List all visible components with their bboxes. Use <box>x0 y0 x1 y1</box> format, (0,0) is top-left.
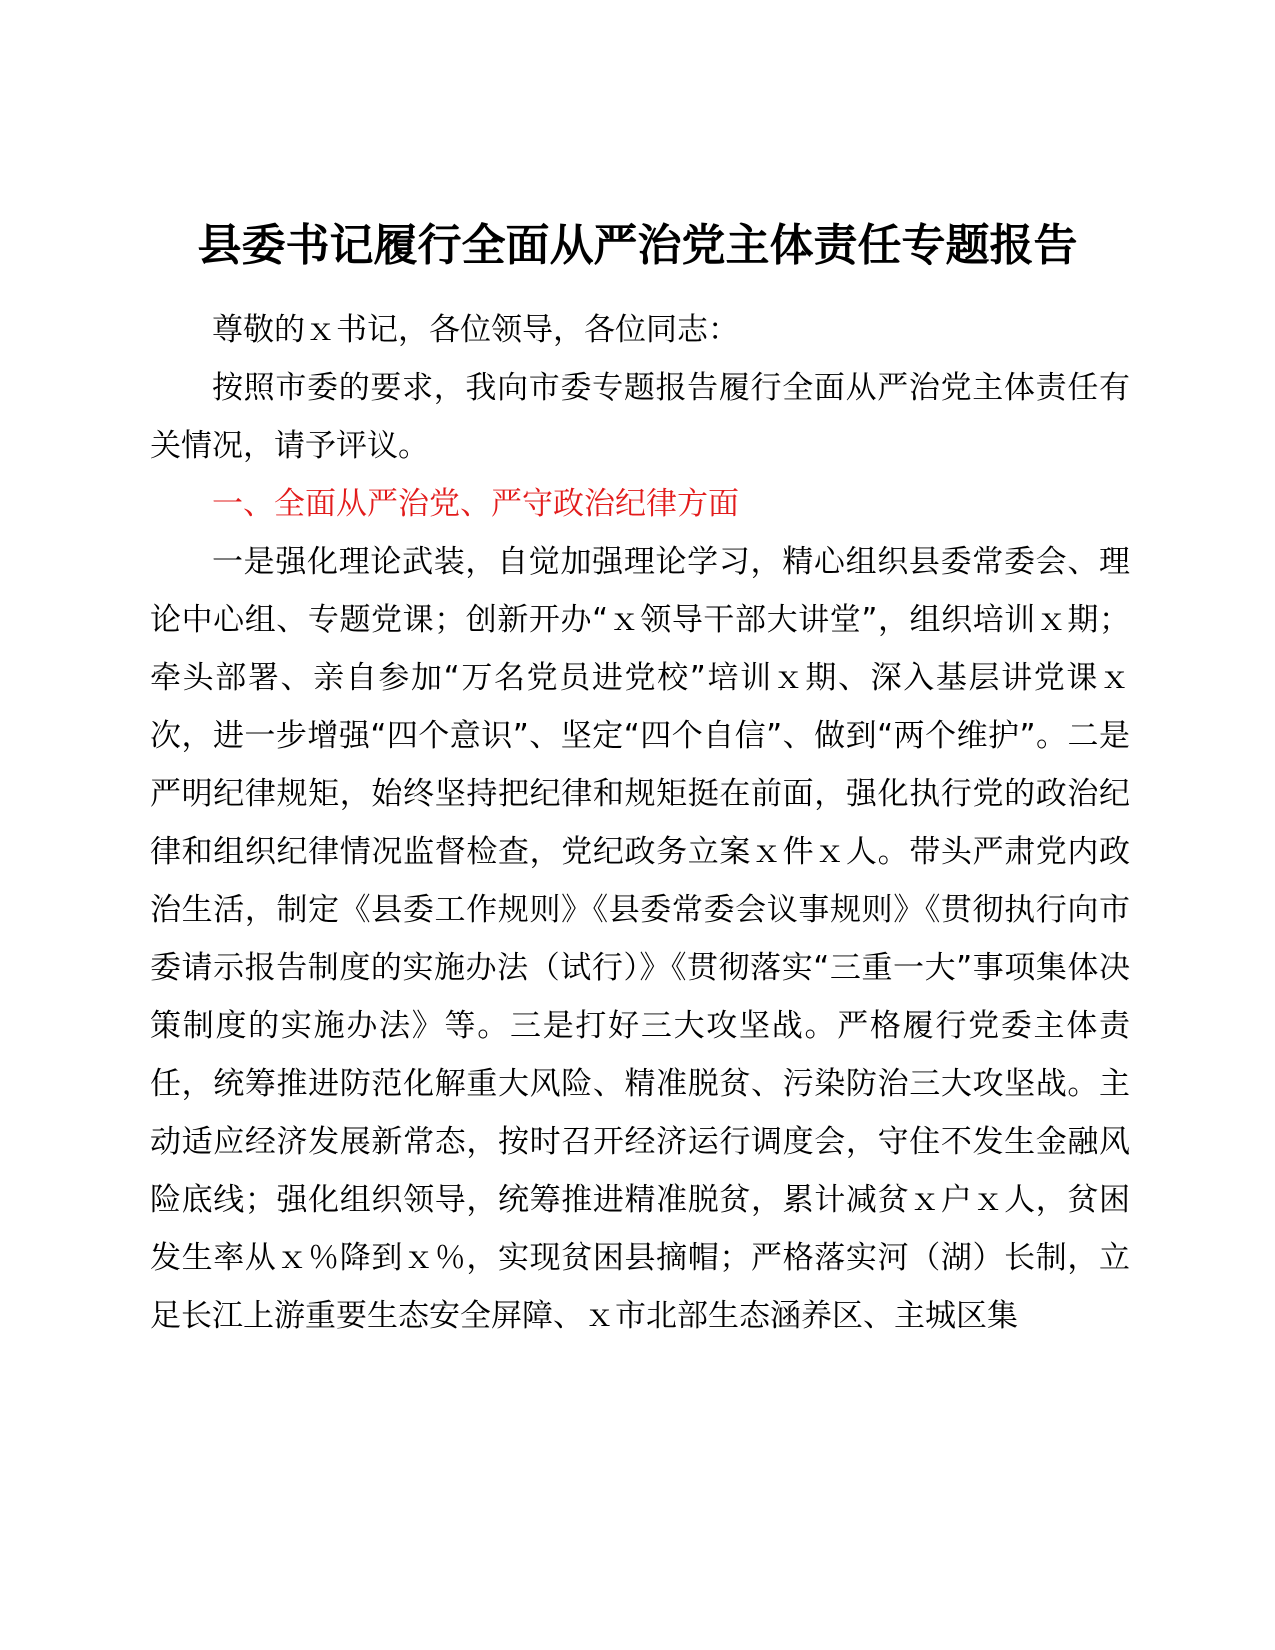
salutation-paragraph: 尊敬的ｘ书记，各位领导，各位同志： <box>212 312 739 348</box>
document-body <box>150 301 1130 1345</box>
section-body-paragraph: 一是强化理论武装，自觉加强理论学习，精心组织县委常委会、理论中心组、专题党课；创新开办“ｘ领导干部大讲堂”，组织培训ｘ期；牵头部署、亲自参加“万名党员进党校”培训ｘ期、深入基层讲党课ｘ次，进一步增强“四个意识”、坚定“四个自信”、做到“两个维护”。二是严明纪律规矩，始终坚持把纪律和规矩挺在前面，强化执行党的政治纪律和组织纪律情况监督检查，党纪政务立案ｘ件ｘ人。带头严肃党内政治生活，制定《县委工作规则》《县委常委会议事规则》《贯彻执行向市委请示报告制度的实施办法（试行）》《贯彻落实“三重一大”事项集体决策制度的实施办法》等。三是打好三大攻坚战。严格履行党委主体责任，统筹推进防范化解重大风险、精准脱贫、污染防治三大攻坚战。主动适应经济发展新常态，按时召开经济运行调度会，守住不发生金融风险底线；强化组织领导，统筹推进精准脱贫，累计减贫ｘ户ｘ人，贫困发生率从ｘ％降到ｘ％，实现贫困县摘帽；严格落实河（湖）长制，立足长江上游重要生态安全屏障、ｘ市北部生态涵养区、主城区集 <box>150 544 1130 1334</box>
document-title: 县委书记履行全面从严治党主体责任专题报告 <box>197 220 1078 271</box>
section-heading: 一、全面从严治党、严守政治纪律方面 <box>212 486 739 522</box>
intro-paragraph: 按照市委的要求，我向市委专题报告履行全面从严治党主体责任有关情况，请予评议。 <box>150 370 1130 464</box>
